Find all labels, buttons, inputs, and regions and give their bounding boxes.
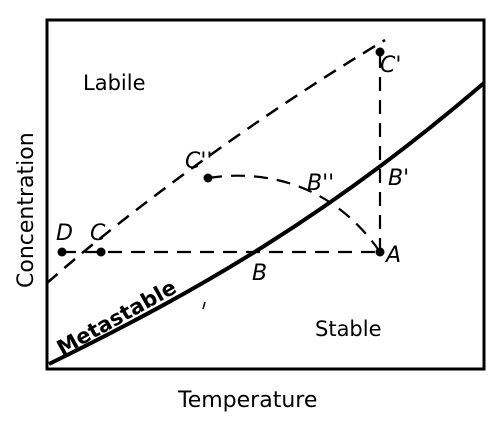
region-label-labile: Labile <box>83 71 146 95</box>
point-label-c: C <box>90 221 106 246</box>
point-label-c-double-prime: C'' <box>185 149 213 174</box>
x-axis-label: Temperature <box>178 388 318 413</box>
minor-tick-mark <box>203 302 205 309</box>
point-label-b: B <box>252 261 268 286</box>
point-label-b-double-prime: B'' <box>307 171 335 196</box>
point-label-a: A <box>386 243 402 268</box>
point-label-c-prime: C' <box>380 53 402 78</box>
point-label-d: D <box>56 221 73 246</box>
point-label-b-prime: B' <box>388 166 410 191</box>
point-d-marker <box>58 248 67 257</box>
y-axis-label: Concentration <box>14 132 39 288</box>
point-c-marker <box>97 248 106 257</box>
point-c-double-prime-marker <box>204 174 213 183</box>
point-a-marker <box>376 248 385 257</box>
region-label-metastable: Metastable <box>52 275 181 361</box>
region-label-stable: Stable <box>315 317 382 341</box>
